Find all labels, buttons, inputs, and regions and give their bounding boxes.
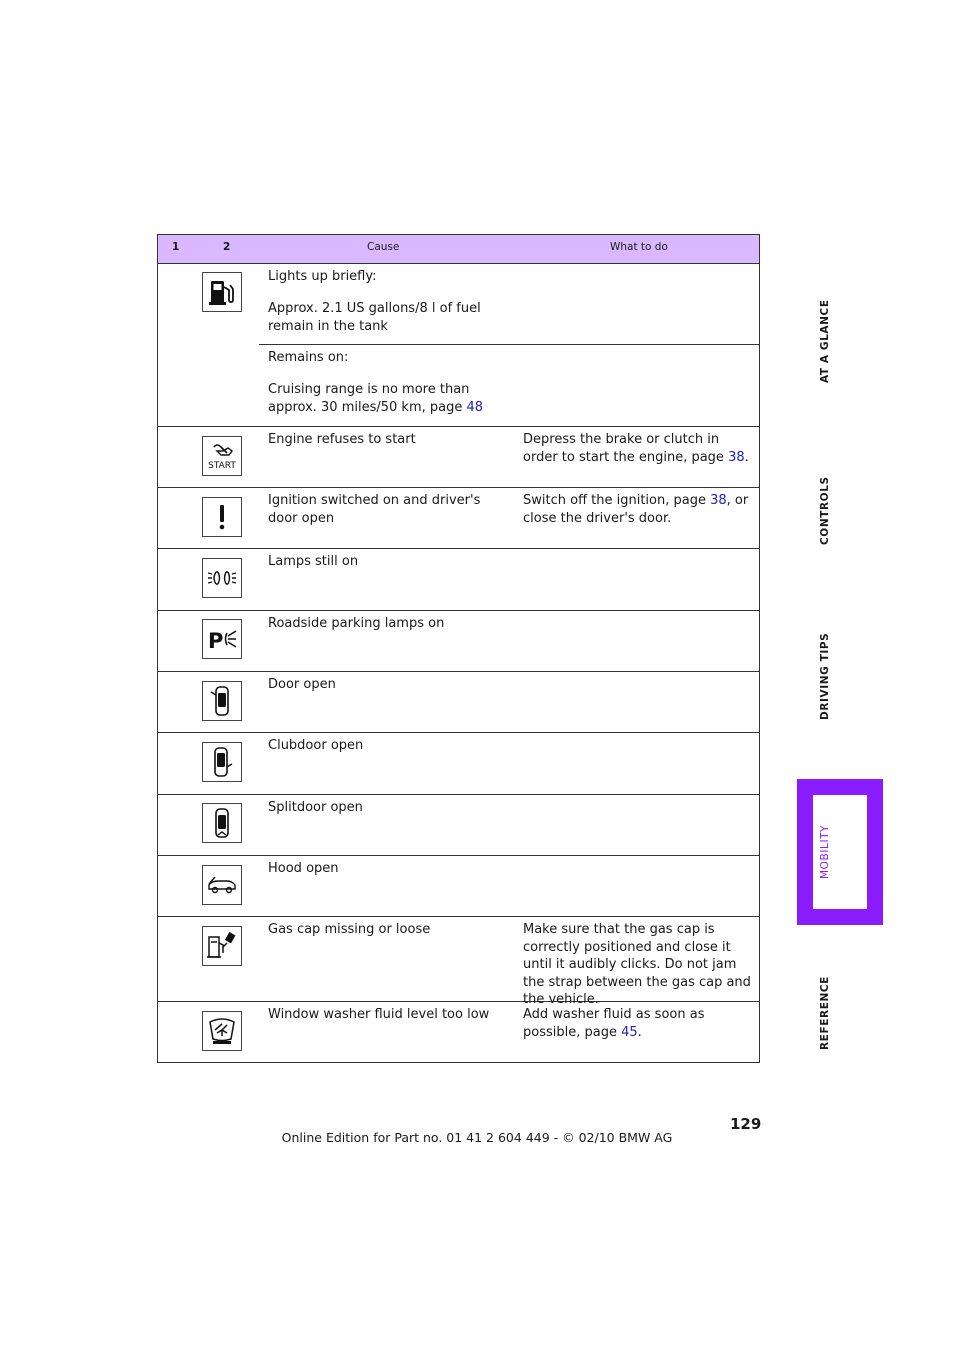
fuel-briefly-cell [259, 264, 759, 345]
svg-text:P: P [208, 629, 224, 653]
tab-driving-tips[interactable]: DRIVING TIPS [819, 632, 831, 720]
parking-lamps-icon [202, 619, 242, 659]
todo-text: Make sure that the gas cap is correctly positioned and close it until it audibly clicks. Do not jam the strap between the gas cap and the vehicle. [523, 922, 751, 1007]
splitdoor-open-icon [202, 803, 242, 843]
cause-text: Lamps still on [268, 554, 359, 569]
svg-text:START: START [208, 461, 236, 471]
active-tab-frame [797, 779, 883, 925]
footer-text: Online Edition for Part no. 01 41 2 604 449 - © 02/10 BMW AG [281, 1130, 673, 1145]
clubdoor-open-icon [202, 742, 242, 782]
fuel-briefly-text: Approx. 2.1 US gallons/8 l of fuel remain in the tank [268, 301, 481, 334]
table-header [158, 235, 759, 264]
fuel-remains-heading: Remains on: [268, 350, 349, 365]
page-link[interactable]: 38 [728, 449, 745, 465]
fuel-remains-cell [259, 345, 759, 427]
indicator-table [157, 234, 760, 1063]
header-col-2: 2 [223, 241, 231, 253]
todo-text: Add washer fluid as soon as possible, page 45. [523, 1007, 705, 1040]
table-row-parking-lamps [158, 611, 759, 672]
page-number: 129 [730, 1115, 762, 1133]
table-row-washer-fluid [158, 1002, 759, 1062]
tab-reference[interactable]: REFERENCE [819, 976, 831, 1050]
todo-text: Depress the brake or clutch in order to start the engine, page 38. [523, 432, 749, 465]
table-row-clubdoor [158, 733, 759, 795]
cause-text: Clubdoor open [268, 738, 364, 753]
cause-text: Engine refuses to start [268, 432, 416, 447]
cause-text: Ignition switched on and driver's door open [268, 493, 481, 526]
door-open-icon [202, 681, 242, 721]
cause-text: Window washer fluid level too low [268, 1007, 490, 1022]
start-engine-icon [202, 436, 242, 476]
cause-text: Roadside parking lamps on [268, 616, 445, 631]
active-tab-inner [813, 795, 867, 909]
page-link[interactable]: 48 [466, 399, 484, 415]
fuel-pump-icon [202, 272, 242, 312]
table-row-door [158, 672, 759, 733]
page-link[interactable]: 38 [710, 493, 727, 508]
cause-text: Gas cap missing or loose [268, 922, 431, 937]
fuel-remains-text: Cruising range is no more than approx. 30 miles/50 km, page 48 [268, 382, 484, 415]
table-row-gas-cap [158, 917, 759, 1007]
washer-fluid-icon [202, 1011, 242, 1051]
tab-mobility[interactable]: MOBILITY [819, 824, 831, 879]
hood-open-icon [202, 865, 242, 905]
table-row-hood [158, 856, 759, 917]
fuel-briefly-heading: Lights up briefly: [268, 269, 377, 284]
todo-text: Switch off the ignition, page 38, or close the driver's door. [523, 493, 749, 526]
exclamation-icon [202, 497, 242, 537]
header-cause: Cause [367, 241, 400, 253]
cause-text: Hood open [268, 861, 339, 876]
tab-controls[interactable]: CONTROLS [819, 476, 831, 545]
table-row-splitdoor [158, 795, 759, 856]
lamps-icon [202, 558, 242, 598]
cause-text: Door open [268, 677, 336, 692]
page-link[interactable]: 45 [621, 1024, 638, 1040]
table-row-fuel [158, 264, 759, 427]
table-row-lamps [158, 549, 759, 611]
tab-at-a-glance[interactable]: AT A GLANCE [819, 299, 831, 383]
table-row-start [158, 427, 759, 488]
header-what-to-do: What to do [610, 241, 668, 253]
gas-cap-icon [202, 926, 242, 966]
cause-text: Splitdoor open [268, 800, 363, 815]
table-row-ignition [158, 488, 759, 549]
header-col-1: 1 [172, 241, 180, 253]
